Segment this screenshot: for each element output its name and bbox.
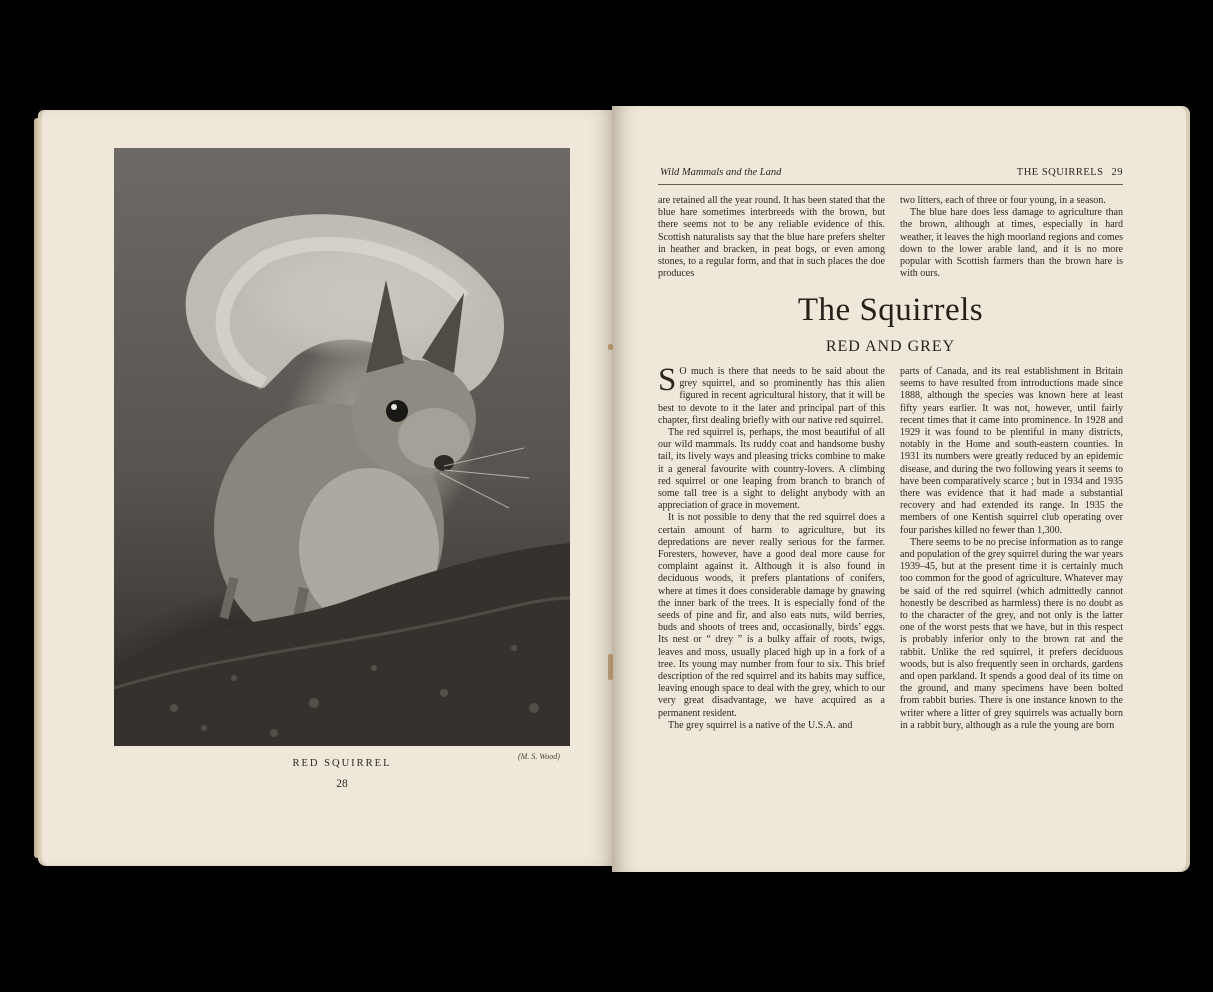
top-left-column xyxy=(658,195,885,280)
squirrel-illustration xyxy=(114,148,570,746)
red-squirrel-photo xyxy=(114,148,570,746)
running-head-left: Wild Mammals and the Land xyxy=(660,167,782,178)
paragraph: It is not possible to deny that the red squirrel does a certain amount of harm to agriculture, but its depredations are never really serious for the farmer. Foresters, however, have a good deal more cause for complaint against it. Although it is also found in deciduous woods, it prefers plantations of conifers, where at times it does considerable damage by gnawing the inner bark of the trees. It is especially fond of the seeds of pine and fir, and also eats nuts, wild berries, buds and shoots of trees and, occasionally, birds’ eggs. Its nest or “ drey ” is a bulky affair of roots, twigs, leaves and moss, usually placed high up in a fork of a tree. Its young may number from four to six. This brief description of the red squirrel and its habits may suffice, leaving enough space to deal with the grey, which to our very great disadvantage, we have acquired as a permanent resident. xyxy=(658,512,885,719)
photo-caption: RED SQUIRREL xyxy=(292,758,392,769)
chapter-subtitle: RED AND GREY xyxy=(825,338,956,355)
page-number-right: 29 xyxy=(1111,167,1123,178)
photo-credit: (M. S. Wood) xyxy=(518,752,560,761)
opening-text: O much is there that needs to be said about the grey squirrel, and so prominently has this alien figured in recent agricultural history, that it will be best to devote to it the later and principal part of this chapter, first dealing briefly with our native red squirrel. xyxy=(658,366,885,426)
page-stain xyxy=(608,344,613,350)
running-head xyxy=(658,166,1123,185)
main-left-column xyxy=(658,362,885,732)
main-right-column xyxy=(900,366,1123,732)
paragraph: two litters, each of three or four young, in a season. xyxy=(900,195,1106,206)
paragraph: The grey squirrel is a native of the U.S.A. and xyxy=(668,719,853,731)
opening-paragraph xyxy=(658,362,885,427)
chapter-title: The Squirrels xyxy=(797,292,984,328)
paragraph: are retained all the year round. It has been stated that the blue hare sometimes interbreeds with the brown, but there seems not to be any reliable evidence of this. Scottish naturalists say that the blue hare prefers shelter in heather and bracken, in peat bogs, or even among stones, to a regular form, and that in such places the doe produces xyxy=(658,195,885,280)
right-page xyxy=(612,106,1190,872)
running-head-chapter: THE SQUIRRELS xyxy=(1016,167,1104,178)
page-stain xyxy=(608,654,613,680)
paragraph: There seems to be no precise information as to range and population of the grey squirrel during the war years 1939–45, but at the present time it is certainly much too common for the good of agriculture. Whatever may be said of the red squirrel (which admittedly cannot honestly be described as harmless) there is no doubt as to the character of the grey, and not only is the latter one of the worst pests that we have, but in this respect is probably inferior only to the brown rat and the rabbit. Unlike the red squirrel, it prefers deciduous woods, but is also frequently seen in orchards, gardens and open parkland. It spends a good deal of its time on the ground, and many specimens have been bolted from rabbit buries. There is one instance known to the writer where a litter of grey squirrels was actually born in a rabbit bury, although as a rule the young are born xyxy=(900,536,1123,731)
paragraph: parts of Canada, and its real establishment in Britain seems to have resulted from introductions made since 1888, although the species was known here at least fifty years earlier. It was not, however, until fairly recent times that it came into prominence. In 1928 and 1929 it was found to be plentiful in many districts, notably in the Home and south-eastern counties. In 1931 its numbers were greatly reduced by an epidemic disease, and during the two following years it seems to have been comparatively scarce ; but in 1934 and 1935 there was evidence that it had made a substantial recovery and had extended its range. In 1935 the members of one Kentish squirrel club operating over four parishes killed no fewer than 1,300. xyxy=(900,366,1123,536)
paragraph: The red squirrel is, perhaps, the most beautiful of all our wild mammals. Its ruddy coat and handsome bushy tail, its lively ways and pleasing tricks combine to make it a general favourite with country-lovers. A climbing red squirrel or one leaping from branch to branch of some tall tree is a sight to delight anybody with an appreciation of grace in movement. xyxy=(658,427,885,512)
page-number-left: 28 xyxy=(336,778,348,790)
drop-cap: S xyxy=(658,362,677,398)
top-right-column xyxy=(900,195,1123,280)
left-page xyxy=(38,110,616,866)
running-head-right xyxy=(1009,167,1123,178)
paragraph: The blue hare does less damage to agriculture than the brown, although at times, especially in hard weather, it leaves the high moorland regions and comes down to the lower arable land, and it is no more popular with Scottish farmers than the brown hare is with ours. xyxy=(900,207,1123,280)
